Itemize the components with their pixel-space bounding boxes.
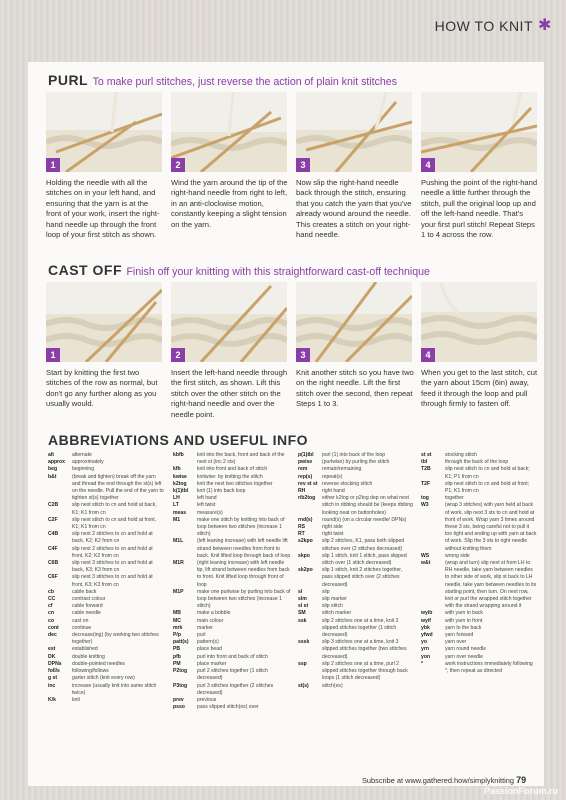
abbreviation-term: PM (173, 660, 181, 667)
abbreviation-term: W3 (421, 502, 429, 509)
abbreviation-definition: garter stitch (knit every row) (72, 675, 135, 682)
abbreviation-term: cb (48, 588, 54, 595)
abbreviation-definition: reverse stocking stitch (322, 480, 373, 487)
abbreviation-term: C6F (48, 574, 58, 581)
abbreviation-definition: through the back of the loop (445, 459, 509, 466)
abbreviation-row (48, 632, 164, 646)
abbreviation-definition: (purlwise) by purling the stitch (322, 459, 390, 466)
abbreviation-term: RH (298, 488, 306, 495)
abbreviation-term: P/p (173, 632, 181, 639)
abbreviation-definition: slip next stitch to cn and hold at back, K1; K1 from cn (72, 502, 157, 516)
abbreviation-row (298, 488, 414, 495)
abbreviation-definition: (left leaning increase) with left needle lift strand between needles from front to back. Knit lifted loop through back of loop (197, 538, 291, 559)
abbreviation-row (48, 618, 164, 625)
abbreviation-definition: knit into the back, front and back of the next st (inc 2 sts) (197, 452, 285, 466)
abbreviation-row (173, 618, 291, 625)
abbreviation-row (48, 517, 164, 531)
abbreviation-definition: place marker (197, 660, 227, 667)
abbreviation-row (173, 625, 291, 632)
abbreviation-row (298, 459, 414, 466)
abbreviation-term: pfb (173, 653, 181, 660)
abbreviation-definition: pattern(s) (197, 639, 219, 646)
abbreviation-definition: together (445, 495, 464, 502)
abbreviation-row (421, 610, 537, 617)
abbreviation-term: tbl (421, 459, 428, 466)
abbreviation-definition: cable needle (72, 610, 101, 617)
abbreviation-definition: left twist (197, 502, 216, 509)
abbreviation-term: mrk (173, 624, 183, 631)
abbreviation-definition: previous (197, 696, 217, 703)
abbreviation-row (173, 517, 291, 539)
purl-step-text-2: Wind the yarn around the tip of the right-hand needle from right to left, in an anti-clockwise motion, constantly keeping a slight tension on the yarn. (171, 178, 288, 229)
abbreviation-row (421, 466, 537, 480)
abbreviation-term: MC (173, 617, 181, 624)
abbreviation-definition: continue (72, 624, 92, 631)
abbreviation-row (173, 646, 291, 653)
abbreviation-term: sl (298, 588, 303, 595)
abbreviation-definition: slip 2 stitches one at a time, purl 2 slipped stitches together through back loops (1 stitch decreased) (322, 660, 408, 682)
abbreviation-term: rib2tog (298, 495, 316, 502)
page-footer (362, 775, 526, 785)
castoff-step-photo-4 (421, 282, 537, 362)
abbreviation-term: M1R (173, 560, 184, 567)
abbreviation-row (48, 459, 164, 466)
abbreviation-row (173, 538, 291, 560)
step-number: 3 (296, 348, 310, 362)
castoff-title: CAST OFF (48, 262, 122, 278)
abbreviation-definition: work instructions immediately following *, then repeat as directed (445, 660, 533, 675)
abbreviation-row (48, 546, 164, 560)
castoff-step-text-2: Insert the left-hand needle through the first stitch, as shown. Lift this stitch over the other stitch on the right-hand needle and over the needle point. (171, 368, 288, 419)
abbreviation-definition: yarn to the back (445, 624, 482, 631)
abbreviation-term: T2B (421, 466, 431, 473)
abbreviation-definition: alternate (72, 452, 92, 458)
abbreviation-term: tog (421, 495, 429, 502)
abbreviation-term: sssk (298, 639, 310, 646)
step-number: 1 (46, 158, 60, 172)
abbreviation-row (48, 661, 164, 668)
abbreviation-row (173, 481, 291, 488)
step-number: 2 (171, 158, 185, 172)
step-number: 1 (46, 348, 60, 362)
abbreviation-term: DPNs (48, 660, 62, 667)
abbreviation-row (48, 574, 164, 588)
castoff-step-text-3: Knit another stitch so you have two on the right needle. Lift the first stitch over the second, then repeat Steps 1 to 3. (296, 368, 414, 409)
abbreviation-definition: marker (197, 624, 213, 631)
abbreviation-term: meas (173, 509, 187, 516)
abbreviation-term: co (48, 617, 54, 624)
abbreviation-definition: slip stitch (322, 603, 343, 610)
abbreviation-term: cont (48, 624, 59, 631)
abbreviation-term: slm (298, 596, 307, 603)
abbreviation-row (48, 697, 164, 704)
abbreviation-definition: with yarn in front (445, 617, 483, 624)
abbreviation-term: kwise (173, 473, 187, 480)
abbreviation-term: alt (48, 452, 54, 458)
abbreviation-definition: knitwise: by knitting the stitch (197, 473, 263, 480)
abbreviation-term: est (48, 646, 56, 653)
abbreviation-row (298, 661, 414, 683)
abbreviation-definition: repeat(s) (322, 473, 343, 480)
abbreviation-definition: slip next 3 stitches to cn and hold at back, K3; K3 from cn (72, 560, 153, 574)
abbreviation-row (48, 603, 164, 610)
abbreviation-row (298, 524, 414, 531)
abbreviation-row (173, 466, 291, 473)
abbreviation-definition: knit (72, 696, 80, 703)
abbreviation-definition: slip next stitch to cn and hold at front; P1; K1 from cn (445, 480, 530, 495)
abbreviation-row (173, 488, 291, 495)
page-number: 79 (516, 775, 527, 785)
abbreviation-definition: (right leaning increase) with left needle tip, lift strand between needles from back to front. Knit lifted loop through front of loop (197, 560, 290, 588)
abbreviation-row (298, 474, 414, 481)
abbreviation-definition: measure(s) (197, 509, 223, 516)
abbreviation-row (421, 646, 537, 653)
abbreviation-definition: make one stitch by knitting into back of loop between two stitches (increase 1 stitch) (197, 516, 285, 538)
abbreviation-term: SM (298, 610, 306, 617)
abbreviation-definition: yarn over (445, 639, 467, 646)
castoff-step-text-4: When you get to the last stitch, cut the yarn about 15cm (6in) away, feed it through the loop and pull through firmly to fasten off. (421, 368, 538, 409)
abbreviation-row (48, 646, 164, 653)
abbreviation-definition: beginning (72, 466, 95, 473)
abbreviation-definition: right twist (322, 531, 344, 538)
abbreviation-row (173, 610, 291, 617)
abbreviation-row (173, 495, 291, 502)
abbreviation-definition: stitch marker (322, 610, 352, 617)
abbreviation-row (298, 452, 414, 459)
abbreviation-definition: yarn over needle (445, 653, 483, 660)
abbreviation-term: approx (48, 459, 65, 466)
abbreviation-term: CC (48, 596, 56, 603)
abbreviation-term: rev st st (298, 480, 318, 487)
abbreviation-term: k2tog (173, 480, 187, 487)
abbreviation-row (173, 704, 291, 711)
abbreviation-definition: cable forward (72, 603, 103, 610)
abbreviation-row (173, 668, 291, 682)
abbreviation-row (173, 661, 291, 668)
abbreviation-term: P3tog (173, 682, 188, 689)
abbreviation-term: T2F (421, 480, 431, 487)
purl-step-text-3: Now slip the right-hand needle back through the stitch, ensuring that you catch the yarn that you've already wound around the needle. This creates a stitch on your right-hand needle. (296, 178, 412, 240)
abbreviation-term: g st (48, 675, 58, 682)
abbreviation-term: s2kpo (298, 538, 313, 545)
abbreviation-definition: slip 2 stitches one at a time, knit 2 slipped stitches together (1 stitch decreased) (322, 617, 399, 639)
abbreviation-term: prev (173, 696, 184, 703)
abbreviation-row (48, 474, 164, 503)
abbreviation-definition: double-pointed needles (72, 660, 125, 667)
abbreviation-definition: increase (usually knit into same stitch twice) (72, 682, 157, 696)
abbreviation-definition: knit the next two stitches together (197, 480, 273, 487)
abbreviation-definition: contrast colour (72, 596, 106, 603)
abbreviation-term: P2tog (173, 668, 188, 675)
abbreviation-term: w&t (421, 560, 431, 567)
abbreviation-definition: purl 3 stitches together (2 stitches decreased) (197, 682, 274, 696)
abbreviation-row (298, 603, 414, 610)
abbreviation-definition: (wrap 3 stitches) with yarn held at back of work, slip next 3 sts to cn and hold at front of work. Wrap yarn 3 times around these 3 sts, being careful not to pull it too tight and ending up with yarn at back of work. Slip the 3 sts to right needle without knitting them (445, 502, 537, 552)
abbreviation-row (173, 683, 291, 697)
abbreviation-term: st(s) (298, 682, 309, 689)
abbreviation-term: C4B (48, 531, 59, 538)
castoff-step-text-1: Start by knitting the first two stitches of the row as normal, but don't go any further along as you usually would. (46, 368, 158, 409)
abbreviation-row (421, 618, 537, 625)
purl-step-photo-4 (421, 92, 537, 172)
abbreviation-row (298, 538, 414, 552)
abbreviation-row (48, 675, 164, 682)
abbreviation-row (298, 553, 414, 567)
abbreviation-term: dec (48, 632, 57, 639)
abbreviation-definition: purl 2 stitches together (1 stitch decreased) (197, 668, 268, 682)
abbreviation-row (173, 510, 291, 517)
abbreviation-row (298, 466, 414, 473)
abbreviation-definition: slip next 3 stitches to cn and hold at front, K3; K3 from cn (72, 574, 153, 588)
abbreviation-term: yrn (421, 646, 429, 653)
abbreviation-term: MB (173, 610, 181, 617)
step-number: 4 (421, 348, 435, 362)
purl-step-photo-1 (46, 92, 162, 172)
abbreviations-column-4 (421, 452, 537, 675)
abbreviation-term: b&t (48, 473, 57, 480)
abbreviation-term: C6B (48, 560, 59, 567)
castoff-step-photo-3 (296, 282, 412, 362)
abbreviation-row (173, 452, 291, 466)
abbreviation-row (421, 502, 537, 552)
abbreviation-definition: slip 3 stitches one at a time, knit 3 slipped stitches together (two stitches decreased) (322, 639, 407, 660)
abbreviation-definition: slip next 2 stitches to cn and hold at back, K2; K2 from cn (72, 531, 153, 545)
abbreviation-row (48, 654, 164, 661)
abbreviation-term: K/k (48, 696, 56, 703)
flower-icon: ✱ (538, 17, 552, 34)
abbreviation-row (48, 668, 164, 675)
step-number: 2 (171, 348, 185, 362)
abbreviation-term: WS (421, 552, 430, 559)
abbreviation-row (298, 481, 414, 488)
abbreviation-row (298, 567, 414, 589)
abbreviation-row (48, 560, 164, 574)
page-header (435, 18, 552, 34)
abbreviation-term: k(1)tbl (173, 488, 189, 495)
abbreviations-column-1 (48, 452, 164, 704)
abbreviation-definition: remain/remaining (322, 466, 362, 473)
abbreviation-term: ybk (421, 624, 430, 631)
abbreviation-row (421, 481, 537, 495)
abbreviation-definition: cast on (72, 617, 89, 624)
abbreviation-term: C2B (48, 502, 59, 509)
abbreviation-term: rep(s) (298, 473, 313, 480)
abbreviation-term: cf (48, 603, 53, 610)
abbreviation-row (421, 625, 537, 632)
abbreviation-definition: approximately (72, 459, 104, 466)
abbreviation-definition: purl (1) into back of the loop (322, 452, 386, 458)
abbreviation-term: C4F (48, 545, 58, 552)
purl-step-photo-2 (171, 92, 287, 172)
abbreviation-term: M1 (173, 516, 181, 523)
abbreviation-term: M1P (173, 588, 184, 595)
abbreviation-definition: following/follows (72, 668, 109, 675)
abbreviation-row (48, 683, 164, 697)
abbreviation-definition: slip next stitch to cn and hold at back; K1; P1 from cn (445, 466, 530, 480)
abbreviation-definition: left hand (197, 495, 217, 502)
abbreviation-term: wyib (421, 610, 433, 617)
abbreviation-term: ssp (298, 660, 307, 667)
abbreviation-row (298, 683, 414, 690)
purl-step-text-1: Holding the needle with all the stitches on in your left hand, and ensuring that the yarn is at the front of your work, insert the right-hand needle up through the front loop of your first stitch as shown. (46, 178, 160, 240)
abbreviation-term: wyif (421, 617, 431, 624)
abbreviation-row (173, 589, 291, 611)
abbreviation-term: st st (421, 452, 432, 458)
abbreviation-row (421, 452, 537, 459)
watermark: PassionForum.ru (483, 786, 558, 796)
abbreviation-row (421, 560, 537, 610)
abbreviation-term: sk2po (298, 567, 313, 574)
abbreviation-row (298, 610, 414, 617)
abbreviation-term: pwise (298, 459, 313, 466)
abbreviation-row (48, 589, 164, 596)
abbreviation-row (421, 553, 537, 560)
abbreviation-definition: yarn forward (445, 632, 474, 639)
abbreviation-term: sl st (298, 603, 309, 610)
abbreviation-row (173, 654, 291, 661)
castoff-step-photo-1 (46, 282, 162, 362)
abbreviation-term: RT (298, 531, 305, 538)
page-title: HOW TO KNIT (434, 18, 533, 34)
abbreviation-term: yon (421, 653, 431, 660)
abbreviation-row (48, 466, 164, 473)
abbreviation-definition: make a bobble (197, 610, 231, 617)
abbreviation-term: kfb (173, 466, 181, 473)
abbreviations-column-3 (298, 452, 414, 690)
abbreviation-term: skpo (298, 552, 310, 559)
abbreviation-definition: cable back (72, 588, 97, 595)
abbreviation-row (421, 654, 537, 661)
abbreviation-term: ssk (298, 617, 307, 624)
abbreviation-row (48, 625, 164, 632)
abbreviation-term: yfwd (421, 632, 433, 639)
abbreviation-definition: round(s) (on a circular needle/ DPNs) (322, 516, 407, 523)
abbreviation-term: patt(s) (173, 639, 189, 646)
abbreviation-term: yo (421, 639, 427, 646)
abbreviation-row (298, 589, 414, 596)
abbreviation-definition: wrong side (445, 552, 470, 559)
abbreviation-definition: slip (322, 588, 330, 595)
abbreviation-row (48, 452, 164, 459)
abbreviation-definition: yarn round needle (445, 646, 487, 653)
abbreviation-row (298, 495, 414, 517)
abbreviation-term: kbfb (173, 452, 184, 458)
abbreviation-term: rnd(s) (298, 516, 313, 523)
abbreviation-definition: purl (197, 632, 206, 639)
purl-subtitle: To make purl stitches, just reverse the action of plain knit stitches (92, 76, 397, 88)
abbreviation-row (421, 459, 537, 466)
abbreviation-row (173, 474, 291, 481)
abbreviation-term: LH (173, 495, 180, 502)
abbreviation-row (173, 639, 291, 646)
subscribe-link[interactable]: Subscribe at www.gathered.how/simplyknitting (362, 776, 514, 785)
abbreviation-definition: slip 1 stitch, knit 2 stitches together, pass slipped stitch over (2 stitches decreased) (322, 567, 403, 588)
abbreviation-definition: knit into front and back of stitch (197, 466, 268, 473)
abbreviation-row (173, 560, 291, 589)
abbreviation-term: C2F (48, 516, 58, 523)
abbreviation-definition: right side (322, 524, 343, 531)
abbreviation-row (421, 495, 537, 502)
abbreviation-row (421, 661, 537, 675)
abbreviation-term: * (421, 660, 423, 667)
abbreviation-definition: pass slipped stitch(es) over (197, 704, 259, 711)
abbreviation-definition: slip next 2 stitches to cn and hold at front, K2; K2 from cn (72, 545, 153, 559)
abbreviation-term: rem (298, 466, 308, 473)
castoff-subtitle: Finish off your knitting with this straightforward cast-off technique (126, 266, 430, 278)
abbreviation-row (298, 618, 414, 640)
abbreviation-definition: with yarn in back (445, 610, 483, 617)
purl-step-text-4: Pushing the point of the right-hand needle a little further through the stitch, pull the original loop up and off the left-hand needle. That's your first purl stitch! Repeat Steps 1 to 4 across the row. (421, 178, 538, 240)
abbreviation-row (421, 632, 537, 639)
abbreviation-term: p(1)tbl (298, 452, 314, 458)
abbreviation-definition: (break and tighten) break off the yarn and thread the end through the st(s) left on the needle. Pull the end of the yarn to tighten st(s) together (72, 473, 164, 502)
abbreviation-row (298, 531, 414, 538)
castoff-step-photo-2 (171, 282, 287, 362)
abbreviation-row (298, 639, 414, 661)
abbreviation-row (48, 596, 164, 603)
abbreviation-definition: stitch(es) (322, 682, 343, 689)
abbreviation-row (173, 697, 291, 704)
abbreviation-definition: established (72, 646, 98, 653)
abbreviations-column-2 (173, 452, 291, 711)
abbreviation-row (421, 639, 537, 646)
abbreviation-definition: make one purlwise by purling into back of loop between two stitches (increase 1 stitch) (197, 588, 291, 610)
step-number: 3 (296, 158, 310, 172)
abbreviation-term: foll/s (48, 668, 60, 675)
abbreviation-row (48, 502, 164, 516)
abbreviation-term: beg (48, 466, 58, 473)
abbreviation-row (173, 502, 291, 509)
abbreviation-row (298, 517, 414, 524)
abbreviation-definition: slip next stitch to cn and hold at front, K1; K1 from cn (72, 516, 157, 531)
abbreviation-term: RS (298, 524, 306, 531)
abbreviation-definition: slip marker (322, 596, 347, 603)
abbreviation-definition: right hand (322, 488, 345, 495)
abbreviations-title: ABBREVIATIONS AND USEFUL INFO (48, 432, 309, 448)
abbreviation-row (298, 596, 414, 603)
purl-title: PURL (48, 72, 89, 88)
abbreviation-term: DK (48, 653, 56, 660)
abbreviation-term: inc (48, 682, 56, 689)
abbreviation-definition: place bead (197, 646, 222, 653)
abbreviation-row (173, 632, 291, 639)
abbreviation-term: M1L (173, 538, 184, 545)
abbreviation-definition: purl into front and back of stitch (197, 653, 268, 660)
abbreviation-row (48, 610, 164, 617)
purl-heading (48, 72, 397, 90)
abbreviation-definition: main colour (197, 617, 224, 624)
abbreviation-term: LT (173, 502, 179, 509)
abbreviation-definition: knit (1) into back loop (197, 488, 246, 495)
abbreviation-row (48, 531, 164, 545)
abbreviation-definition: slip 1 stitch, knit 1 stitch, pass slipped stitch over (1 stitch decreased) (322, 552, 407, 567)
abbreviation-definition: stocking stitch (445, 452, 477, 458)
abbreviation-definition: slip 2 stitches, K1, pass both slipped stitches over (2 stitches decreased) (322, 538, 405, 552)
abbreviation-definition: double knitting (72, 653, 105, 660)
abbreviation-definition: decrease(ing) (by working two stitches together) (72, 632, 159, 646)
abbreviation-definition: (wrap and turn) slip next st from LH to RH needle, take yarn between needles to other side of work, slip st back to LH needle, take yarn between needles to its starting point, then turn. On next row, knit or purl the wrapped stitch together with the strand wrapping around it (445, 560, 537, 610)
abbreviation-term: PB (173, 646, 181, 653)
abbreviation-term: psso (173, 704, 185, 711)
purl-step-photo-3 (296, 92, 412, 172)
castoff-heading (48, 262, 430, 280)
step-number: 4 (421, 158, 435, 172)
abbreviation-term: cn (48, 610, 54, 617)
abbreviation-definition: either k2tog or p2tog dep on what next stitch in ribbing should be (keeps ribbing looking neat on buttonholes) (322, 495, 413, 516)
